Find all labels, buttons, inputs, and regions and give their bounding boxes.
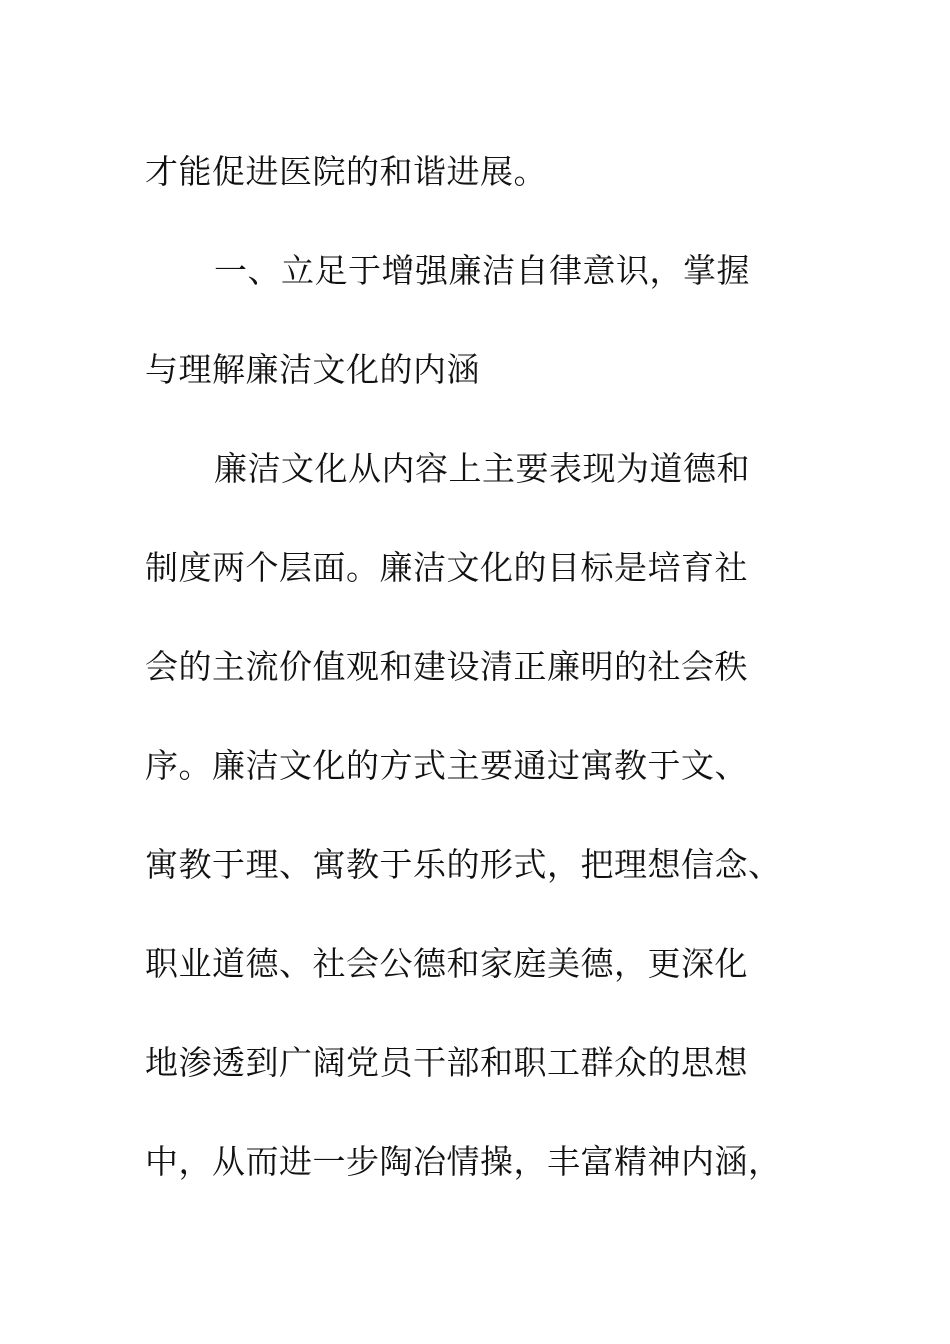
text-line: 地渗透到广阔党员干部和职工群众的思想 [145,1043,748,1082]
text-line: 制度两个层面。廉洁文化的目标是培育社 [145,548,748,587]
text-line: 会的主流价值观和建设清正廉明的社会秩 [145,647,748,686]
section-heading-line: 一、立足于增强廉洁自律意识，掌握 [214,251,750,290]
text-line: 寓教于理、寓教于乐的形式，把理想信念、 [145,845,782,884]
section-heading-line: 与理解廉洁文化的内涵 [145,350,480,389]
text-line: 中，从而进一步陶冶情操，丰富精神内涵， [145,1142,782,1181]
text-line: 职业道德、社会公德和家庭美德，更深化 [145,944,748,983]
text-line: 序。廉洁文化的方式主要通过寓教于文、 [145,746,748,785]
body-text [145,122,805,1211]
text-line: 才能促进医院的和谐进展。 [145,152,547,191]
text-line: 廉洁文化从内容上主要表现为道德和 [214,449,750,488]
